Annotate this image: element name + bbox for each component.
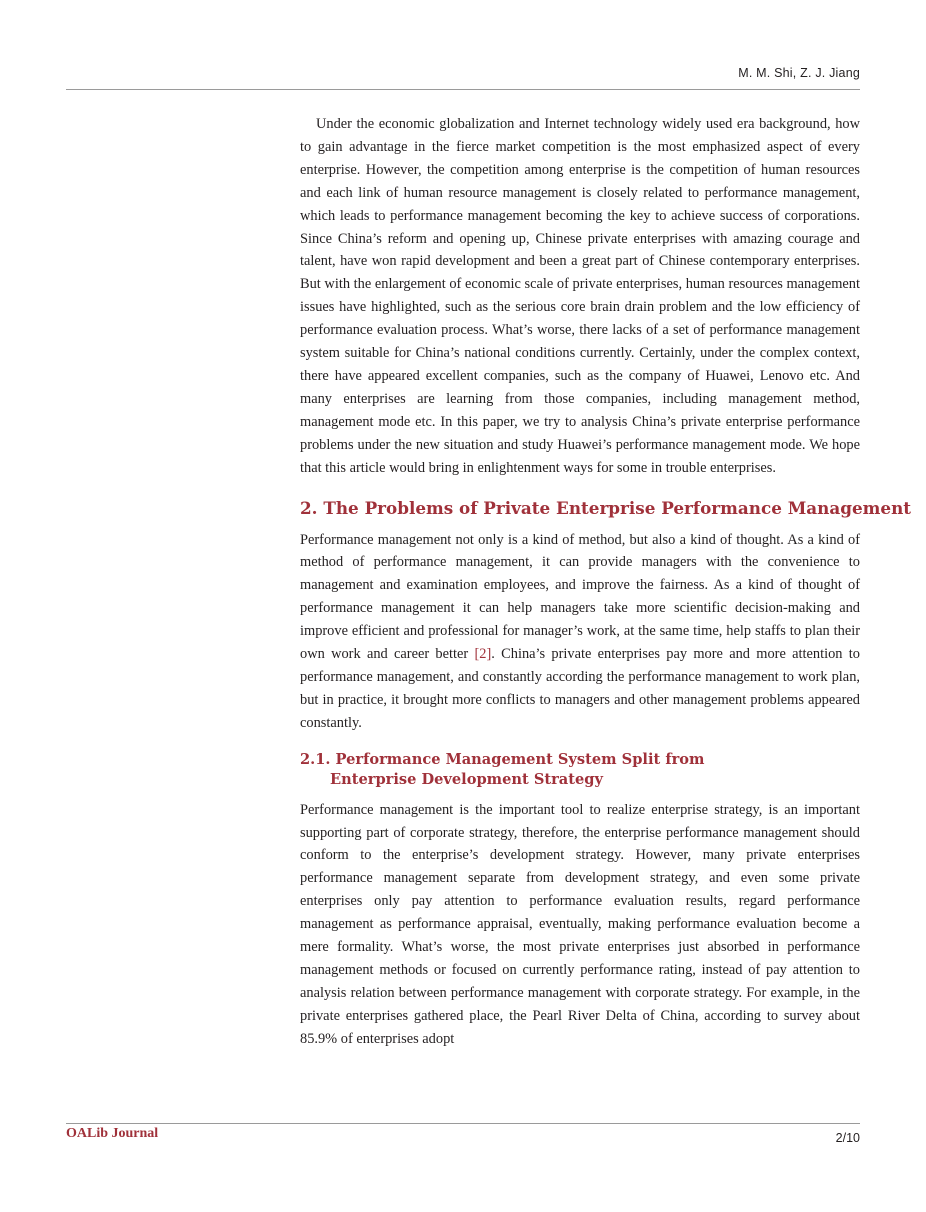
section-2-1-paragraph: Performance management is the important tool to realize enterprise strategy, is an important supporting part of corporate strategy, therefore, the enterprise performance management should conform to the enterprise’s development strategy. However, many private enterprises performance management separate from development strategy, and even some private enterprises only pay attention to performance evaluation results, regard performance management as performance appraisal, eventually, making performance evaluation become a mere formality. What’s worse, the most private enterprises just absorbed in performance management methods or focused on currently performance rating, instead of pay attention to analysis relation between performance management with corporate strategy. For example, in the private enterprises gathered place, the Pearl River Delta of China, according to survey about 85.9% of enterprises adopt: [300, 801, 860, 1047]
section-2-1-heading-line1: 2.1. Performance Management System Split from: [300, 750, 705, 768]
section-2-1-heading: [300, 750, 860, 790]
section-2-1-heading-line2: Enterprise Development Strategy: [330, 770, 603, 788]
intro-paragraph: Under the economic globalization and Internet technology widely used era background, how to gain advantage in the fierce market competition is the most emphasized aspect of every enterprise. However, the competition among enterprise is the competition of human resources and each link of human resource management is closely related to performance management, which leads to performance management becoming the key to achieve success of corporations. Since China’s reform and opening up, Chinese private enterprises with amazing courage and talent, have won rapid development and been a great part of Chinese contemporary enterprises. But with the enlargement of economic scale of private enterprises, human resources management issues have highlighted, such as the serious core brain drain problem and the low efficiency of performance evaluation process. What’s worse, there lacks of a set of performance management system suitable for China’s national conditions currently. Certainly, under the complex context, there have appeared excellent companies, such as the company of Huawei, Lenovo etc. And many enterprises are learning from those companies, including management method, management mode etc. In this paper, we try to analysis China’s private enterprise performance problems under the new situation and study Huawei’s performance management mode. We hope that this article would bring in enlightenment ways for some in trouble enterprises.: [300, 116, 860, 476]
header-divider: [66, 89, 860, 90]
article-body: [300, 113, 912, 1051]
citation-link[interactable]: [2]: [474, 646, 492, 663]
section-2-text-part1: Performance management not only is a kind of method, but also a kind of thought. As a kind of method of performance management, it can provide managers with the convenience to management and examination employees, and improve the fairness. As a kind of thought of performance management it can help managers take more scientific decision-making and improve efficient and professional for manager’s work, at the same time, help staffs to plan their own work and career better: [300, 531, 860, 663]
running-head-authors: M. M. Shi, Z. J. Jiang: [738, 66, 860, 80]
section-2-paragraph: [300, 529, 860, 735]
section-2-heading: 2. The Problems of Private Enterprise Performance Management: [300, 497, 912, 518]
journal-name: OALib Journal: [66, 1126, 159, 1141]
page-number: 2/10: [835, 1131, 860, 1145]
section-2-text-part2: . China’s private enterprises pay more and more attention to performance management, and constantly according the performance management to work plan, but in practice, it brought more conflicts to managers and other management problems appeared constantly.: [300, 646, 860, 731]
footer-divider: [66, 1123, 860, 1124]
